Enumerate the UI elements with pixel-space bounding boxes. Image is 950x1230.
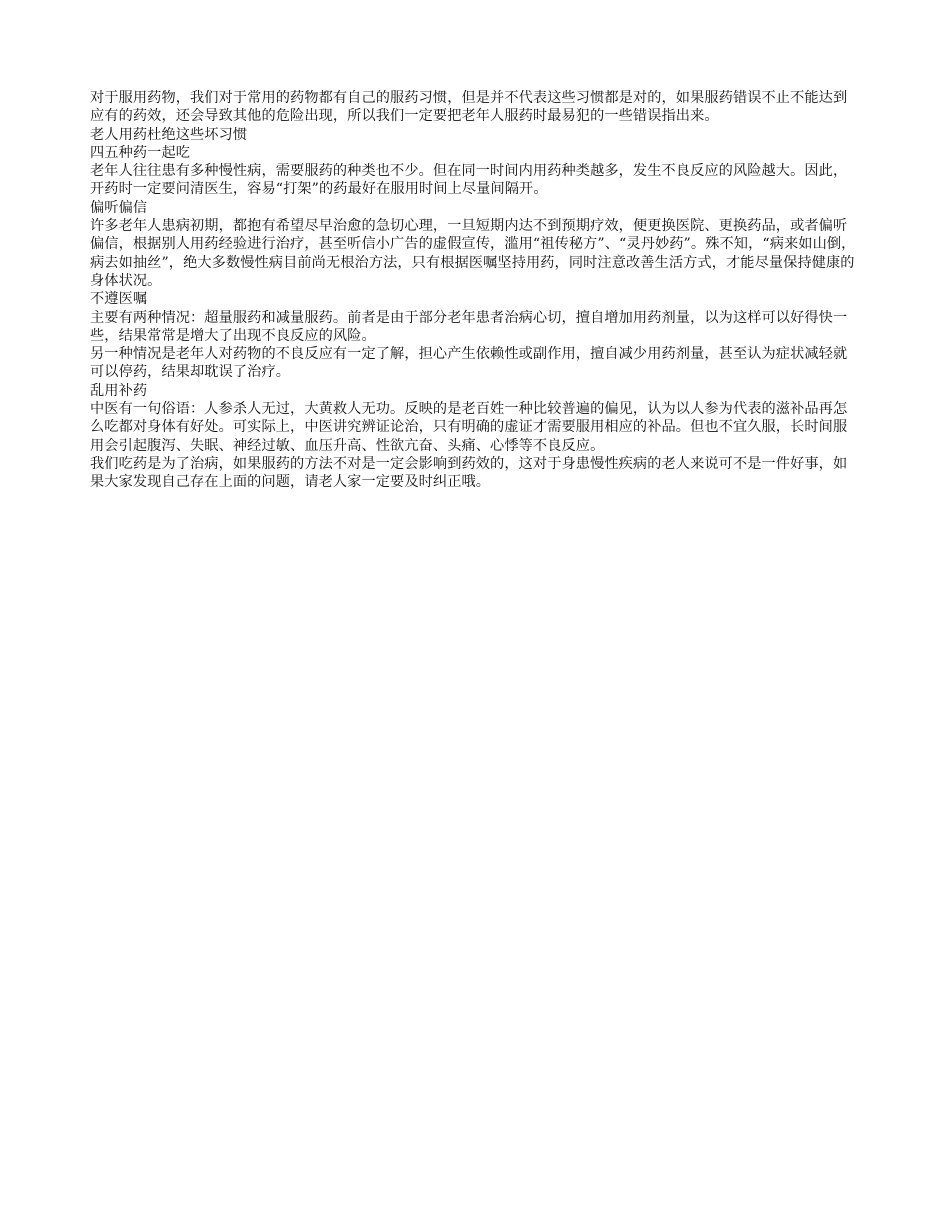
section-body-hearsay: 许多老年人患病初期，都抱有希望尽早治愈的急切心理，一旦短期内达不到预期疗效，便更换医院、更换药品，或者偏听偏信，根据别人用药经验进行治疗，甚至听信小广告的虚假宣传，滥用“祖传秘方”、“灵丹妙药”。殊不知，“病来如山倒，病去如抽丝”，绝大多数慢性病目前尚无根治方法，只有根据医嘱坚持用药，同时注意改善生活方式，才能尽量保持健康的身体状况。 — [90, 218, 856, 289]
document-body — [90, 89, 860, 492]
closing-paragraph: 我们吃药是为了治病，如果服药的方法不对是一定会影响到药效的，这对于身患慢性疾病的老人来说可不是一件好事，如果大家发现自己存在上面的问题，请老人家一定要及时纠正哦。 — [90, 455, 848, 491]
section-body-dosage-decrease: 另一种情况是老年人对药物的不良反应有一定了解，担心产生依赖性或副作用，擅自减少用药剂量，甚至认为症状减轻就可以停药，结果却耽误了治疗。 — [90, 346, 848, 381]
intro-paragraph: 对于服用药物，我们对于常用的药物都有自己的服药习惯，但是并不代表这些习惯都是对的，如果服药错误不止不能达到应有的药效，还会导致其他的危险出现，所以我们一定要把老年人服药时最易犯的一些错误指出来。 — [90, 90, 848, 125]
section-body-multiple-drugs: 老年人往往患有多种慢性病，需要服药的种类也不少。但在同一时间内用药种类越多，发生不良反应的风险越大。因此，开药时一定要问清医生，容易“打架”的药最好在服用时间上尽量间隔开。 — [90, 163, 848, 198]
article-heading: 老人用药杜绝这些坏习惯 — [90, 126, 248, 143]
section-body-tonics: 中医有一句俗语：人参杀人无过，大黄救人无功。反映的是老百姓一种比较普遍的偏见，认为以人参为代表的滋补品再怎么吃都对身体有好处。可实际上，中医讲究辨证论治，只有明确的虚证才需要服用相应的补品。但也不宜久服，长时间服用会引起腹泻、失眠、神经过敏、血压升高、性欲亢奋、头痛、心悸等不良反应。 — [90, 401, 848, 454]
section-heading-hearsay: 偏听偏信 — [90, 199, 148, 216]
section-body-dosage-increase: 主要有两种情况：超量服药和减量服药。前者是由于部分老年患者治病心切，擅自增加用药剂量，以为这样可以好得快一些，结果常常是增大了出现不良反应的风险。 — [90, 309, 848, 344]
section-heading-not-following-advice: 不遵医嘱 — [90, 291, 148, 308]
section-heading-multiple-drugs: 四五种药一起吃 — [90, 144, 191, 161]
section-heading-tonics: 乱用补药 — [90, 382, 148, 399]
